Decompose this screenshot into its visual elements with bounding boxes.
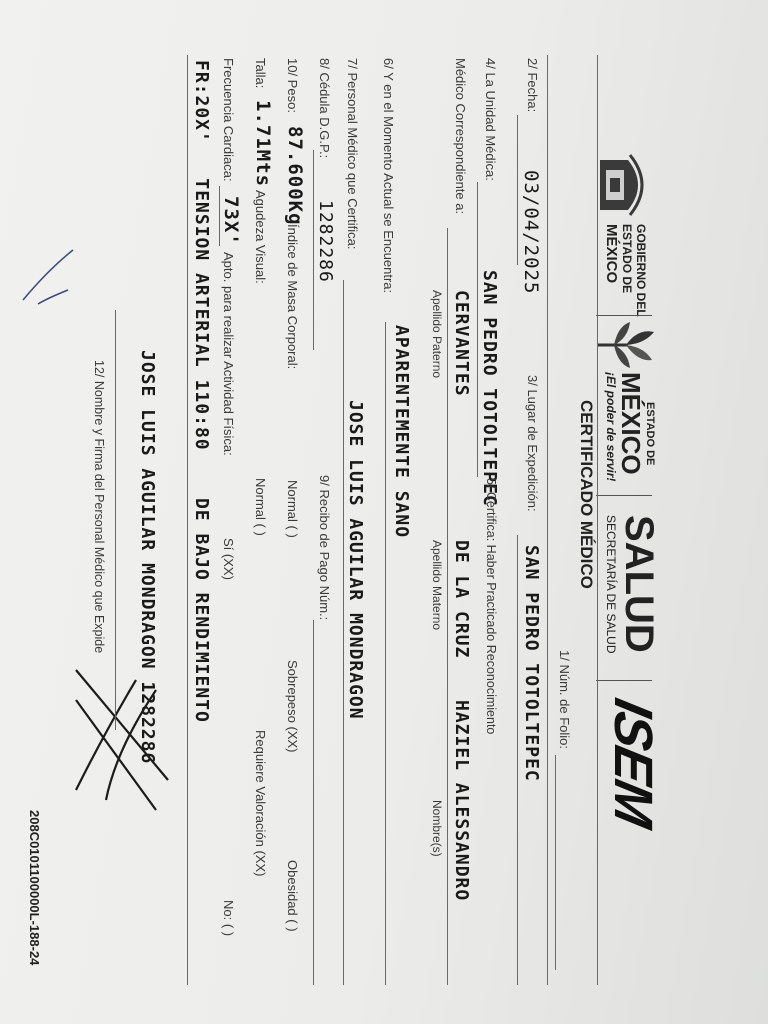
imc-obesidad[interactable]: Obesidad ( ) <box>285 860 300 932</box>
medico-paterno[interactable]: CERVANTES <box>451 290 472 397</box>
cedula-line <box>313 150 314 350</box>
cedula-value[interactable]: 1282286 <box>315 200 336 283</box>
lugar-value[interactable]: SAN PEDRO TOTOLTEPEC <box>521 545 542 782</box>
apto-label: Apto. para realizar Actividad Física: <box>221 252 236 456</box>
materno-label: Apellido Materno <box>430 540 444 631</box>
medico-materno[interactable]: DE LA CRUZ <box>451 540 472 659</box>
peso-value[interactable]: 87.600Kg <box>284 126 306 226</box>
header-divider <box>596 315 652 316</box>
estado-value[interactable]: APARENTEMENTE SANO <box>391 325 412 539</box>
edomex-flower-icon <box>591 320 658 370</box>
peso-label: 10/ Peso: <box>285 58 300 113</box>
frecuencia-value[interactable]: 73X' <box>220 196 242 246</box>
header-divider-2 <box>596 495 652 496</box>
frecuencia-label: Frecuencia Cardiaca: <box>221 58 236 182</box>
estado-label: 6/ Y en el Momento Actual se Encuentra: <box>381 58 396 294</box>
imc-normal[interactable]: Normal ( ) <box>285 480 300 538</box>
personal-line <box>343 280 344 985</box>
certificate-title: CERTIFICADO MÉDICO <box>577 400 596 589</box>
row-rule-top <box>547 55 548 985</box>
header-divider-3 <box>596 680 652 681</box>
edomex-top: ESTADO DE <box>644 402 656 466</box>
personal-value[interactable]: JOSE LUIS AGUILAR MONDRAGON <box>345 400 366 720</box>
certifica-label: 5/ Certifica: Haber Practicado Reconocimiento <box>484 478 498 735</box>
form-code: 208C0101100000L-188-24 <box>27 810 42 966</box>
lugar-line <box>517 535 518 985</box>
recibo-line <box>313 620 314 985</box>
estado-line <box>385 322 386 985</box>
unidad-line <box>477 182 478 477</box>
signature-scribble <box>66 660 176 820</box>
salud-subtitle: SECRETARÍA DE SALUD <box>604 515 618 654</box>
imc-sobrepeso[interactable]: Sobrepeso (XX) <box>285 660 300 753</box>
agudeza-valoracion[interactable]: Requiere Valoración (XX) <box>253 730 268 877</box>
edomex-brand <box>604 372 656 481</box>
header-rule <box>597 55 598 985</box>
medico-label: Médico Correspondiente a: <box>453 58 468 215</box>
signature-typed-name: JOSE LUIS AGUILAR MONDRAGON 1282286 <box>137 350 158 765</box>
edomex-slogan: ¡El poder de servir! <box>604 372 618 482</box>
gov-line-3: MÉXICO <box>603 224 620 284</box>
unidad-value[interactable]: SAN PEDRO TOTOLTEPEC <box>479 270 500 507</box>
medico-line <box>447 228 448 985</box>
unidad-label: 4/ La Unidad Médica: <box>483 58 498 181</box>
cedula-label: 8/ Cédula D.G.P.: <box>317 58 332 159</box>
observaciones-value[interactable]: FR:20X' TENSION ARTERIAL 110:80 DE BAJO RENDIMIENTO <box>191 60 212 723</box>
agudeza-normal[interactable]: Normal ( ) <box>253 478 268 536</box>
medico-nombres[interactable]: HAZIEL ALESSANDRO <box>451 700 472 902</box>
fecha-value[interactable]: 03/04/2025 <box>520 170 542 295</box>
frecuencia-line <box>219 186 220 246</box>
lugar-label: 3/ Lugar de Expedición: <box>525 375 540 512</box>
edomex-main: MÉXICO <box>616 372 646 475</box>
apto-no[interactable]: No: ( ) <box>221 900 236 937</box>
firma-label: 12/ Nombre y Firma del Personal Médico que Expide <box>92 360 106 654</box>
agudeza-label: Agudeza Visual: <box>253 190 268 284</box>
folio-label: 1/ Núm. de Folio: <box>557 650 572 749</box>
pen-mark <box>18 240 78 320</box>
fecha-label: 2/ Fecha: <box>525 58 540 113</box>
salud-title: SALUD <box>617 515 661 653</box>
salud-brand <box>604 515 660 653</box>
firma-line <box>115 310 116 730</box>
nombres-label: Nombre(s) <box>430 800 444 857</box>
talla-label: Talla: <box>253 58 268 89</box>
observaciones-line <box>187 55 188 985</box>
fecha-line <box>517 115 518 265</box>
personal-label: 7/ Personal Médico que Certifica: <box>345 58 360 250</box>
apto-si[interactable]: Sí (XX) <box>221 538 236 580</box>
folio-line <box>555 755 556 970</box>
recibo-label: 9/ Recibo de Pago Núm.: <box>317 475 332 621</box>
isem-logo <box>602 693 664 830</box>
gov-line-2: ESTADO DE <box>620 224 634 294</box>
imc-label: Índice de Masa Corporal: <box>285 224 300 370</box>
gov-edomex-text <box>603 224 648 317</box>
talla-value[interactable]: 1.71Mts <box>252 100 274 188</box>
coat-of-arms-icon <box>592 150 650 220</box>
isem-text: ISEM <box>603 693 663 831</box>
paterno-label: Apellido Paterno <box>430 290 444 379</box>
gov-line-1: GOBIERNO DEL <box>634 224 648 317</box>
